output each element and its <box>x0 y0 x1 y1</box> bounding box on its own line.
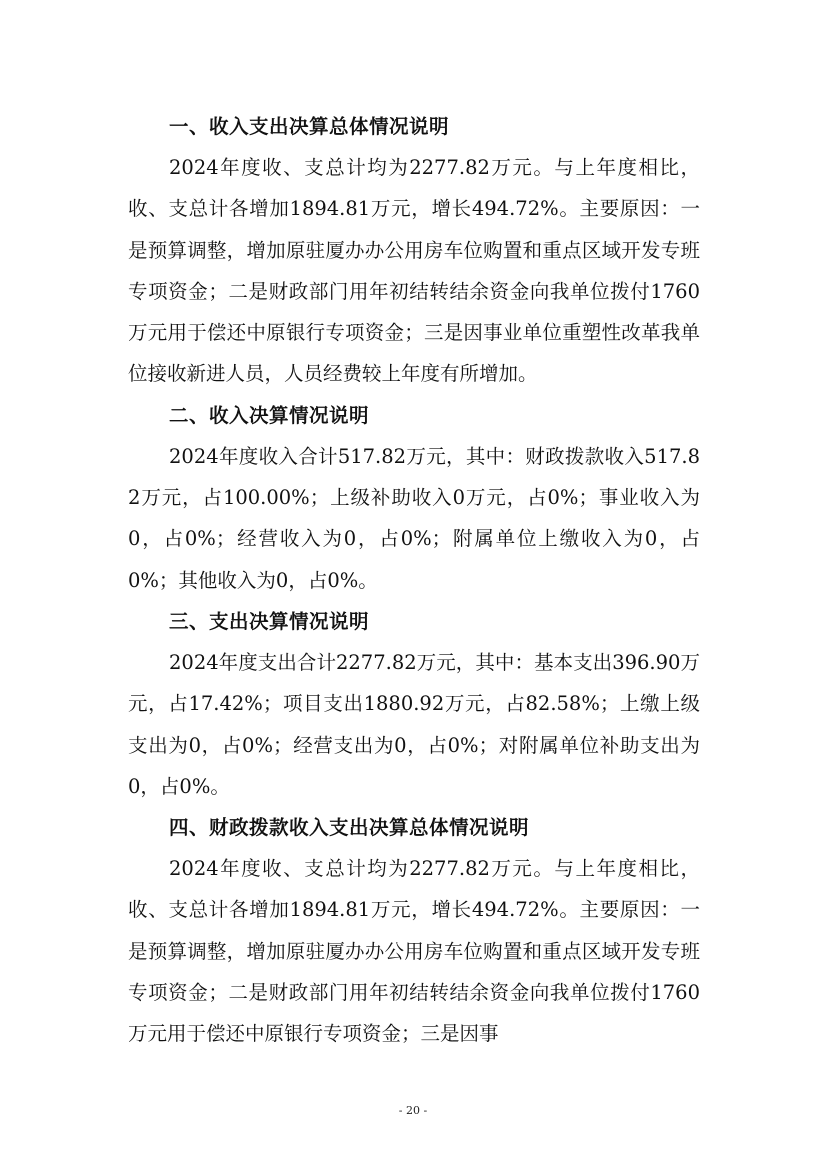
section-heading-fiscal-appropriation: 四、财政拨款收入支出决算总体情况说明 <box>169 816 530 840</box>
section-heading-income-expenditure-overview: 一、收入支出决算总体情况说明 <box>169 115 450 138</box>
section-paragraph-income-expenditure-overview: 2024年度收、支总计均为2277.82万元。与上年度相比，收、支总计各增加1894.81万元，增长494.72%。主要原因：一是预算调整，增加原驻厦办办公用房车位购置和重点区域开发专班专项资金；二是财政部门用年初结转结余资金向我单位拨付1760万元用于偿还中原银行专项资金；三是因事业单位重塑性改革我单位接收新进人员，人员经费较上年度有所增加。 <box>128 156 700 386</box>
section-heading-expenditure: 三、支出决算情况说明 <box>169 609 370 633</box>
section-paragraph-fiscal-appropriation: 2024年度收、支总计均为2277.82万元。与上年度相比，收、支总计各增加1894.81万元，增长494.72%。主要原因：一是预算调整，增加原驻厦办办公用房车位购置和重点区域开发专班专项资金；二是财政部门用年初结转结余资金向我单位拨付1760万元用于偿还中原银行专项资金；三是因事 <box>128 857 700 1046</box>
section-heading-income: 二、收入决算情况说明 <box>169 403 370 427</box>
page-number: - 20 - <box>398 1104 428 1117</box>
document-body <box>128 106 700 1055</box>
section-paragraph-expenditure: 2024年度支出合计2277.82万元，其中：基本支出396.90万元，占17.42%；项目支出1880.92万元，占82.58%；上缴上级支出为0，占0%；经营支出为0，占0%；对附属单位补助支出为0，占0%。 <box>128 650 700 798</box>
section-paragraph-income: 2024年度收入合计517.82万元，其中：财政拨款收入517.82万元，占100.00%；上级补助收入0万元，占0%；事业收入为0，占0%；经营收入为0，占0%；附属单位上缴收入为0，占0%；其他收入为0，占0%。 <box>128 444 700 592</box>
